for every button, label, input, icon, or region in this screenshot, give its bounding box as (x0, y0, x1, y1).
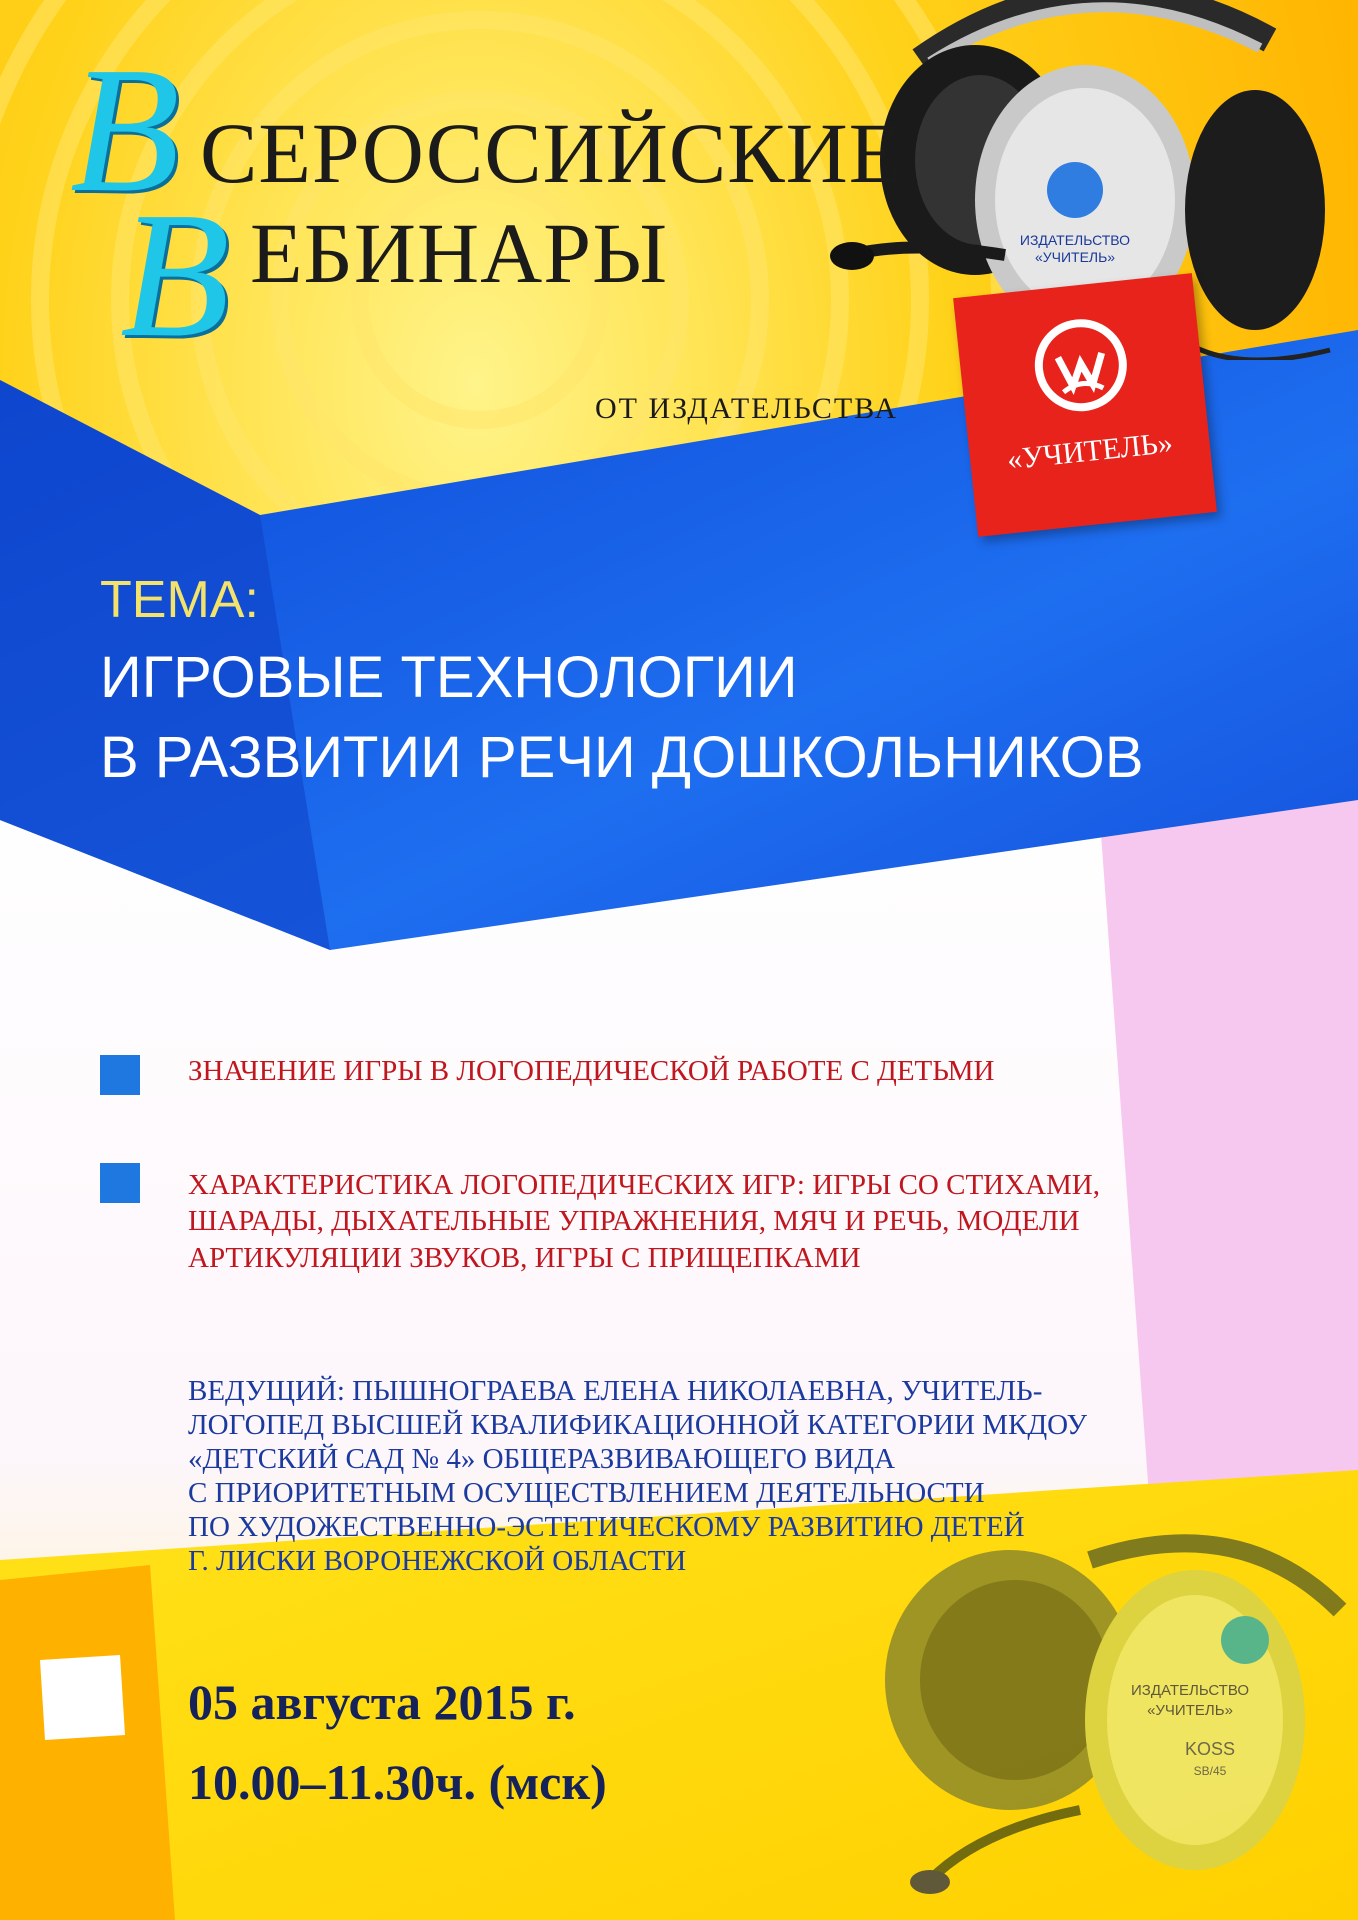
host-line-3: «ДЕТСКИЙ САД № 4» ОБЩЕРАЗВИВАЮЩЕГО ВИДА (188, 1442, 896, 1475)
bullet-item-2 (188, 1167, 1100, 1276)
title-word-1: СЕРОССИЙСКИЕ (200, 105, 903, 201)
headset-illustration-bottom (860, 1520, 1355, 1915)
host-line-2: ЛОГОПЕД ВЫСШЕЙ КВАЛИФИКАЦИОННОЙ КАТЕГОРИИ МКДОУ (188, 1408, 1087, 1441)
headset-model: SB/45 (1193, 1764, 1227, 1778)
headset-label-bottom-2: «УЧИТЕЛЬ» (1147, 1702, 1233, 1719)
webinar-date: 05 августа 2015 г. (188, 1674, 576, 1730)
title-initial-1: В (70, 30, 180, 229)
headset-label-bottom-1: ИЗДАТЕЛЬСТВО (1130, 1682, 1250, 1699)
publisher-logo-icon (1026, 310, 1136, 420)
publisher-badge (953, 273, 1217, 537)
headset-label-top-2: «УЧИТЕЛЬ» (1034, 249, 1116, 265)
bullet-item-2-line-2: ШАРАДЫ, ДЫХАТЕЛЬНЫЕ УПРАЖНЕНИЯ, МЯЧ И РЕЧЬ, МОДЕЛИ (188, 1205, 1080, 1238)
topic-label: ТЕМА: (100, 571, 259, 629)
headset-label-top-1: ИЗДАТЕЛЬСТВО (1019, 232, 1131, 248)
topic-line-1: ИГРОВЫЕ ТЕХНОЛОГИИ (100, 645, 798, 710)
bullet-marker-1 (100, 1055, 140, 1095)
webinar-time: 10.00–11.30ч. (мск) (188, 1754, 607, 1810)
title-initial-2: В (120, 175, 230, 374)
bullet-item-1: ЗНАЧЕНИЕ ИГРЫ В ЛОГОПЕДИЧЕСКОЙ РАБОТЕ С ДЕТЬМИ (188, 1055, 995, 1087)
host-line-1: ВЕДУЩИЙ: ПЫШНОГРАЕВА ЕЛЕНА НИКОЛАЕВНА, УЧИТЕЛЬ- (188, 1375, 1043, 1407)
bullet-item-2-line-1: ХАРАКТЕРИСТИКА ЛОГОПЕДИЧЕСКИХ ИГР: ИГРЫ СО СТИХАМИ, (188, 1169, 1100, 1201)
headset-brand: KOSS (1184, 1739, 1236, 1759)
bullet-item-2-line-3: АРТИКУЛЯЦИИ ЗВУКОВ, ИГРЫ С ПРИЩЕПКАМИ (188, 1241, 861, 1274)
host-line-5: ПО ХУДОЖЕСТВЕННО-ЭСТЕТИЧЕСКОМУ РАЗВИТИЮ ДЕТЕЙ (188, 1510, 1025, 1543)
host-line-6: Г. ЛИСКИ ВОРОНЕЖСКОЙ ОБЛАСТИ (188, 1544, 687, 1577)
topic-line-2: В РАЗВИТИИ РЕЧИ ДОШКОЛЬНИКОВ (100, 725, 1144, 790)
title-word-2: ЕБИНАРЫ (250, 205, 669, 301)
publisher-from-label: ОТ ИЗДАТЕЛЬСТВА (595, 392, 899, 425)
bullet-marker-2 (100, 1163, 140, 1203)
host-line-4: С ПРИОРИТЕТНЫМ ОСУЩЕСТВЛЕНИЕМ ДЕЯТЕЛЬНОСТИ (188, 1476, 985, 1509)
publisher-name: «УЧИТЕЛЬ» (1005, 426, 1175, 477)
